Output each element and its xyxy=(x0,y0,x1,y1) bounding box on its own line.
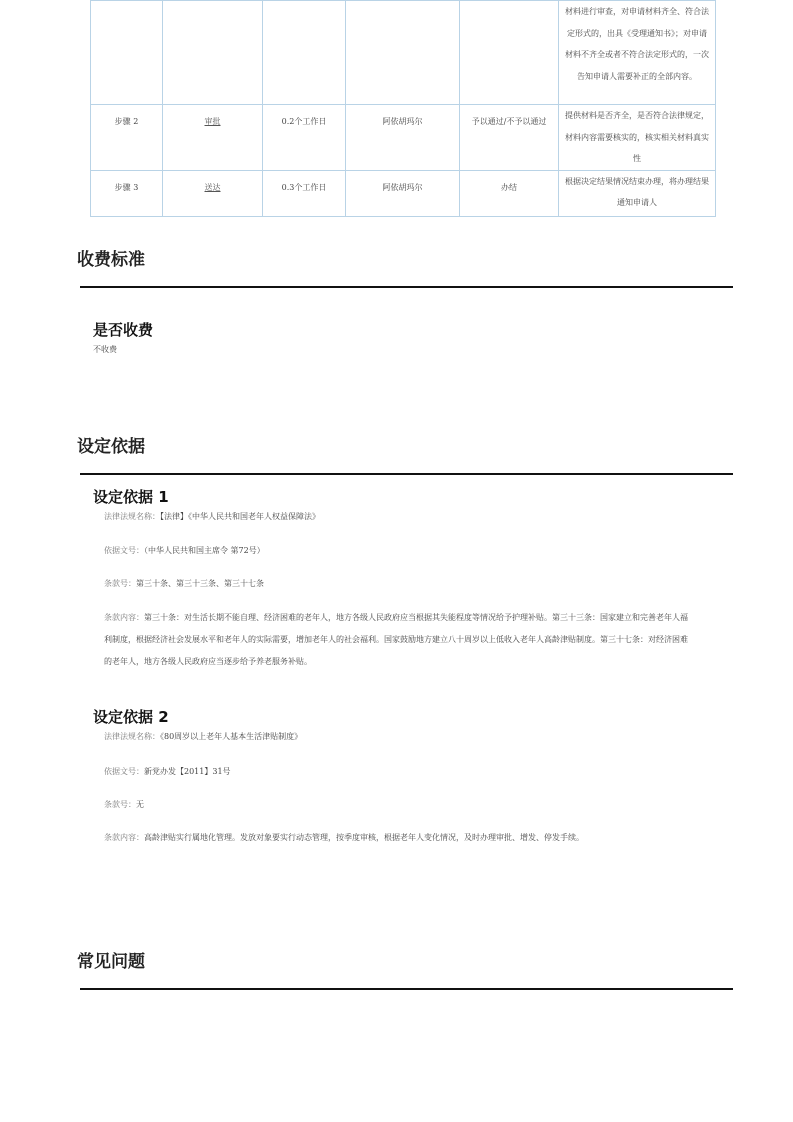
section-divider xyxy=(80,988,733,990)
clause-number-label: 条款号： xyxy=(104,579,136,588)
basis-section-title: 设定依据 xyxy=(77,437,145,457)
process-steps-table xyxy=(90,0,716,217)
faq-section-title: 常见问题 xyxy=(77,952,145,972)
step-link[interactable]: 送达 xyxy=(204,182,221,192)
clause-content-label: 条款内容： xyxy=(104,833,144,842)
step-link[interactable]: 审批 xyxy=(204,117,221,126)
clause-content-value: 高龄津贴实行属地化管理。发放对象要实行动态管理，按季度审核，根据老年人变化情况，及时办理审批、增发、停发手续。 xyxy=(144,833,584,842)
basis-heading-1: 设定依据 1 xyxy=(93,488,169,506)
result-cell: 办结 xyxy=(460,170,559,216)
fee-subtitle: 是否收费 xyxy=(93,321,154,339)
time-cell: 0.3个工作日 xyxy=(263,170,346,216)
table-row xyxy=(91,1,716,105)
clause-number-value: 无 xyxy=(136,800,144,809)
law-name-label: 法律法规名称： xyxy=(104,512,160,521)
result-cell xyxy=(460,1,559,105)
doc-number-label: 依据文号： xyxy=(104,767,144,776)
clause-number-label: 条款号： xyxy=(104,800,136,809)
table-row xyxy=(91,105,716,171)
doc-number-value: （中华人民共和国主席令 第72号） xyxy=(144,546,265,555)
result-cell: 予以通过/不予以通过 xyxy=(460,105,559,171)
law-name-line xyxy=(104,511,320,522)
doc-number-value: 新党办发【2011】31号 xyxy=(144,767,231,776)
clause-content-value: 第三十条：对生活长期不能自理、经济困难的老年人，地方各级人民政府应当根据其失能程度等情况给予护理补贴。第三十三条：国家建立和完善老年人福利制度，根据经济社会发展水平和老年人的实际需要，增加老年人的社会福利。国家鼓励地方建立八十周岁以上低收入老年人高龄津贴制度。第三十七条：对经济困难的老年人，地方各级人民政府应当逐步给予养老服务补贴。 xyxy=(104,613,688,666)
time-cell xyxy=(263,1,346,105)
clause-number-line xyxy=(104,799,144,810)
doc-number-line xyxy=(104,545,265,556)
doc-number-line xyxy=(104,766,231,777)
law-name-label: 法律法规名称： xyxy=(104,732,160,741)
desc-cell: 提供材料是否齐全，是否符合法律规定，材料内容需要核实的，核实相关材料真实性 xyxy=(559,105,716,171)
desc-cell: 根据决定结果情况结束办理，将办理结果通知申请人 xyxy=(559,170,716,216)
link-cell xyxy=(163,1,263,105)
step-cell: 步骤 2 xyxy=(91,105,163,171)
person-cell: 阿依胡玛尔 xyxy=(346,105,460,171)
clause-content-paragraph xyxy=(104,827,694,849)
step-cell: 步骤 3 xyxy=(91,170,163,216)
fee-section-title: 收费标准 xyxy=(77,250,145,270)
clause-number-value: 第三十条、第三十三条、第三十七条 xyxy=(136,579,264,588)
law-name-value: 《80周岁以上老年人基本生活津贴制度》 xyxy=(160,732,303,741)
clause-content-paragraph xyxy=(104,607,694,673)
clause-number-line xyxy=(104,578,264,589)
section-divider xyxy=(80,286,733,288)
desc-cell: 材料进行审查，对申请材料齐全、符合法定形式的，出具《受理通知书》；对申请材料不齐全或者不符合法定形式的，一次告知申请人需要补正的全部内容。 xyxy=(559,1,716,105)
basis-heading-2: 设定依据 2 xyxy=(93,708,169,726)
person-cell xyxy=(346,1,460,105)
step-cell xyxy=(91,1,163,105)
law-name-line xyxy=(104,731,302,742)
clause-content-label: 条款内容： xyxy=(104,613,144,622)
person-cell: 阿依胡玛尔 xyxy=(346,170,460,216)
section-divider xyxy=(80,473,733,475)
fee-value: 不收费 xyxy=(93,345,117,354)
doc-number-label: 依据文号： xyxy=(104,546,144,555)
law-name-value: 【法律】《中华人民共和国老年人权益保障法》 xyxy=(160,512,320,521)
table-row xyxy=(91,170,716,216)
link-cell xyxy=(163,105,263,171)
link-cell xyxy=(163,170,263,216)
time-cell: 0.2个工作日 xyxy=(263,105,346,171)
